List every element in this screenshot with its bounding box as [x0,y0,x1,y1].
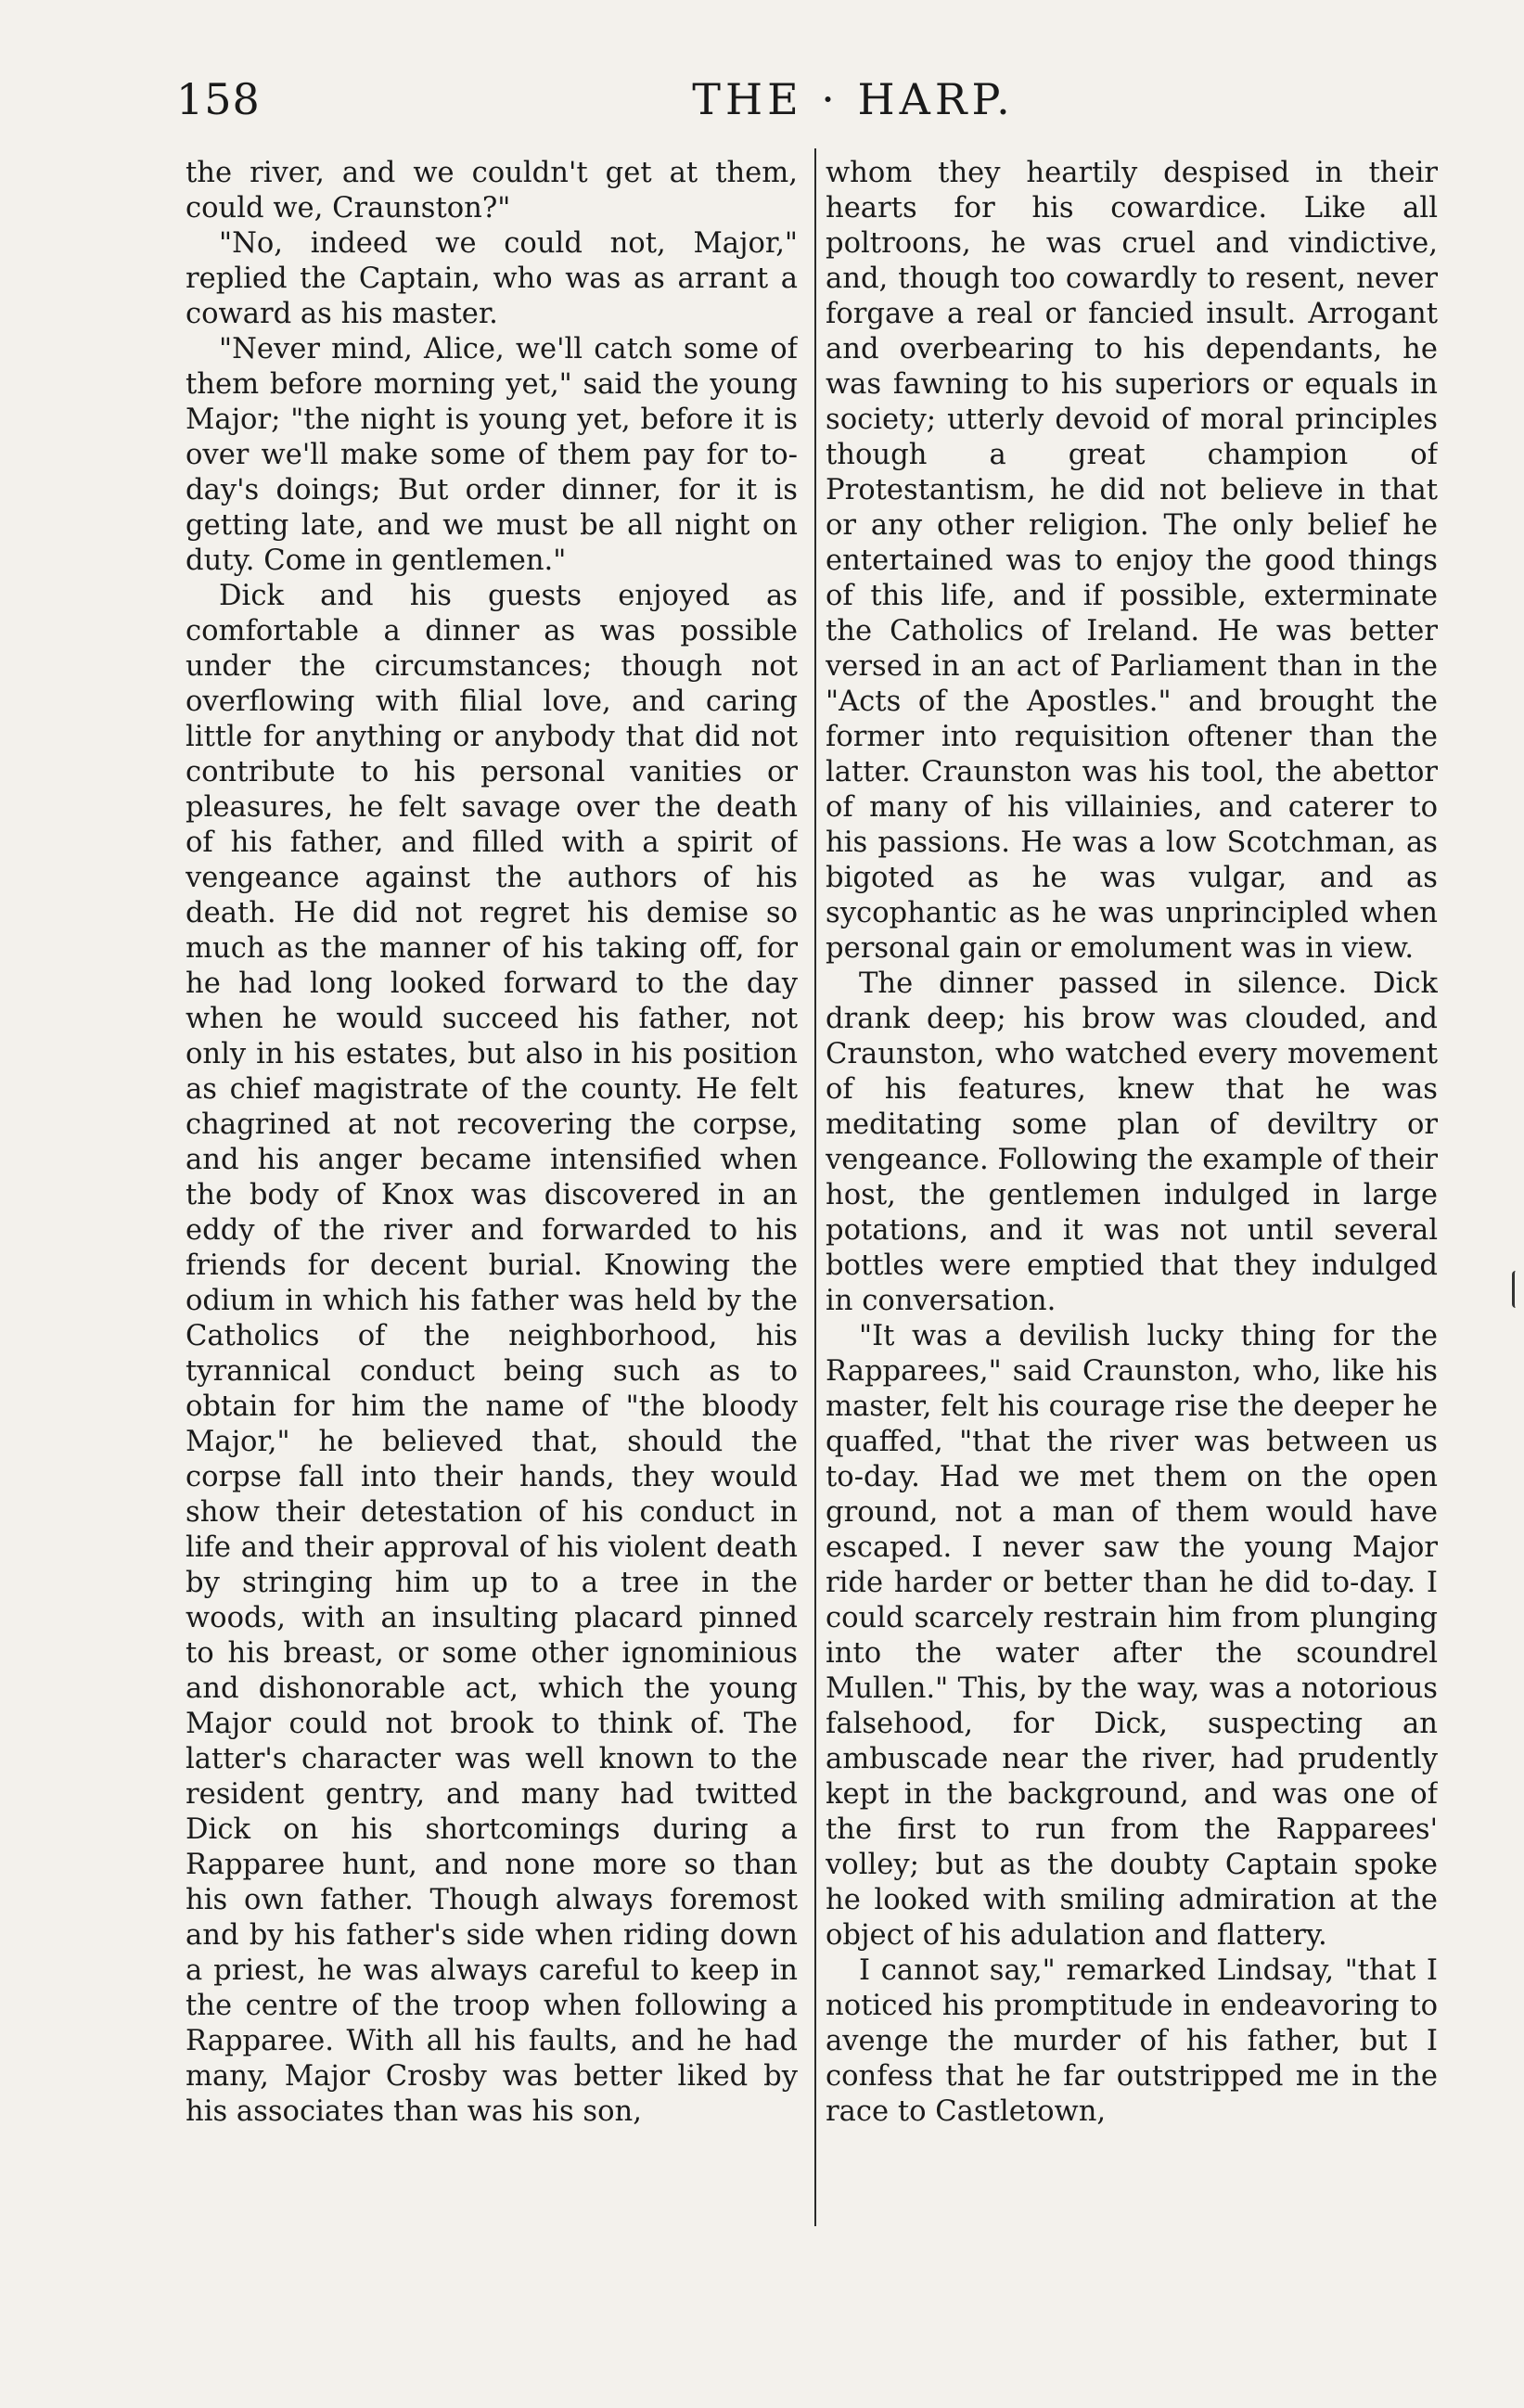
column-divider [814,148,816,2226]
paragraph: Dick and his guests enjoyed as comfortable a dinner as was possible under the circumstances; though not overflowing with filial love, and caring little for anything or anybody that did not contribute to his personal vanities or pleasures, he felt savage over the death of his father, and filled with a spirit of vengeance against the authors of his death. He did not regret his demise so much as the manner of his taking off, for he had long looked forward to the day when he would succeed his father, not only in his estates, but also in his position as chief magistrate of the county. He felt chagrined at not recovering the corpse, and his anger became intensified when the body of Knox was discovered in an eddy of the river and forwarded to his friends for decent burial. Knowing the odium in which his father was held by the Catholics of the neighborhood, his tyrannical conduct being such as to obtain for him the name of "the bloody Major," he believed that, should the corpse fall into their hands, they would show their detestation of his conduct in life and their approval of his violent death by stringing him up to a tree in the woods, with an insulting placard pinned to his breast, or some other ignominious and dishonorable act, which the young Major could not brook to think of. The latter's character was well known to the resident gentry, and many had twitted Dick on his shortcomings during a Rapparee hunt, and none more so than his own father. Though always foremost and by his father's side when riding down a priest, he was always careful to keep in the centre of the troop when following a Rapparee. With all his faults, and he had many, Major Crosby was better liked by his associates than was his son, [186,580,798,2128]
paragraph: "Never mind, Alice, we'll catch some of them before morning yet," said the young Major; "the night is young yet, before it is over we'll make some of them pay for to-day's doings; But order dinner, for it is getting late, and we must be all night on duty. Come in gentlemen." [186,333,798,577]
paragraph: I cannot say," remarked Lindsay, "that I noticed his promptitude in endeavoring to avenge the murder of his father, but I confess that he far outstripped me in the race to Castletown, [826,1954,1438,2128]
paragraph: "No, indeed we could not, Major," replied the Captain, who was as arrant a coward as his master. [186,227,798,330]
paragraph: The dinner passed in silence. Dick drank deep; his brow was clouded, and Craunston, who watched every movement of his features, knew that he was meditating some plan of deviltry or vengeance. Following the example of their host, the gentlemen indulged in large potations, and it was not until several bottles were emptied that they indulged in conversation. [826,967,1438,1317]
right-column [826,156,1438,2224]
paragraph: the river, and we couldn't get at them, could we, Craunston?" [186,157,798,224]
page-number: 158 [176,74,261,124]
page-header [176,74,1438,139]
running-title: THE · HARP. [692,74,1015,124]
paragraph: whom they heartily despised in their hearts for his cowardice. Like all poltroons, he was cruel and vindictive, and, though too cowardly to resent, never forgave a real or fancied insult. Arrogant and overbearing to his dependants, he was fawning to his superiors or equals in society; utterly devoid of moral principles though a great champion of Protestantism, he did not believe in that or any other religion. The only belief he entertained was to enjoy the good things of this life, and if possible, exterminate the Catholics of Ireland. He was better versed in an act of Parliament than in the "Acts of the Apostles." and brought the former into requisition oftener than the latter. Craunston was his tool, the abettor of many of his villainies, and caterer to his passions. He was a low Scotchman, as bigoted as he was vulgar, and as sycophantic as he was unprincipled when personal gain or emolument was in view. [826,157,1438,965]
paragraph: "It was a devilish lucky thing for the Rapparees," said Craunston, who, like his master, felt his courage rise the deeper he quaffed, "that the river was between us to-day. Had we met them on the open ground, not a man of them would have escaped. I never saw the young Major ride harder or better than he did to-day. I could scarcely restrain him from plunging into the water after the scoundrel Mullen." This, by the way, was a notorious falsehood, for Dick, suspecting an ambuscade near the river, had prudently kept in the background, and was one of the first to run from the Rapparees' volley; but as the doubty Captain spoke he looked with smiling admiration at the object of his adulation and flattery. [826,1320,1438,1952]
left-column [186,156,798,2224]
binding-mark [1512,1271,1520,1308]
